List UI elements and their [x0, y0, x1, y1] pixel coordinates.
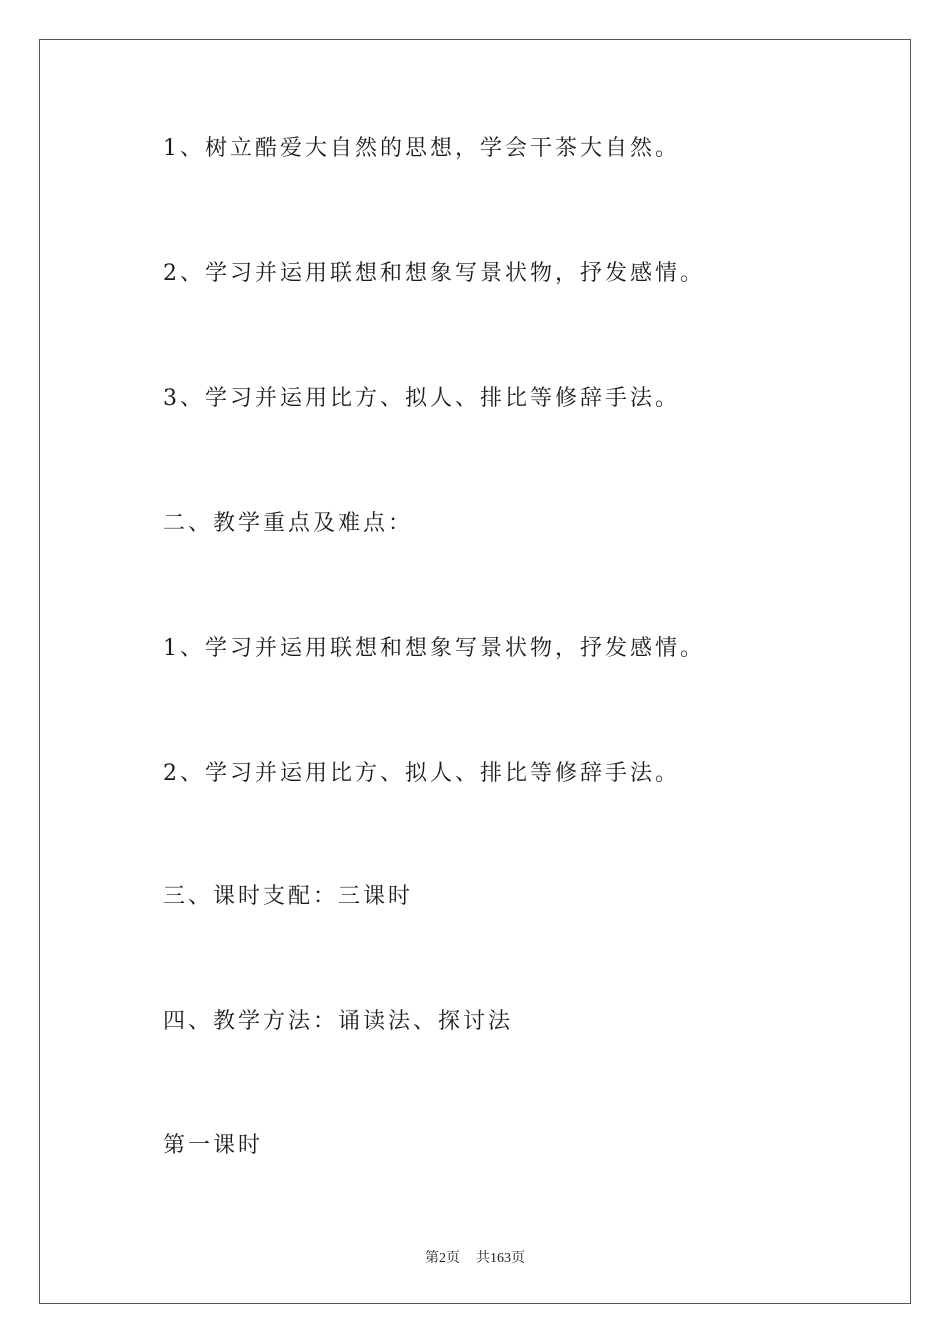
page-number: 第2页: [425, 1251, 460, 1266]
page-border: [39, 39, 911, 1304]
objective-3: 3、学习并运用比方、拟人、排比等修辞手法。: [163, 386, 680, 411]
section-heading-class-hours: 三、课时支配：三课时: [163, 884, 414, 909]
section-heading-teaching-methods: 四、教学方法：诵读法、探讨法: [163, 1009, 514, 1034]
objective-2: 2、学习并运用联想和想象写景状物，抒发感情。: [163, 261, 705, 286]
section-heading-key-points: 二、教学重点及难点：: [163, 511, 414, 536]
total-pages: 共163页: [476, 1251, 525, 1266]
key-point-2: 2、学习并运用比方、拟人、排比等修辞手法。: [163, 761, 680, 786]
objective-1: 1、树立酷爱大自然的思想，学会干茶大自然。: [163, 136, 680, 161]
lesson-title: 第一课时: [163, 1133, 264, 1158]
page-footer: [0, 1247, 950, 1267]
key-point-1: 1、学习并运用联想和想象写景状物，抒发感情。: [163, 636, 705, 661]
